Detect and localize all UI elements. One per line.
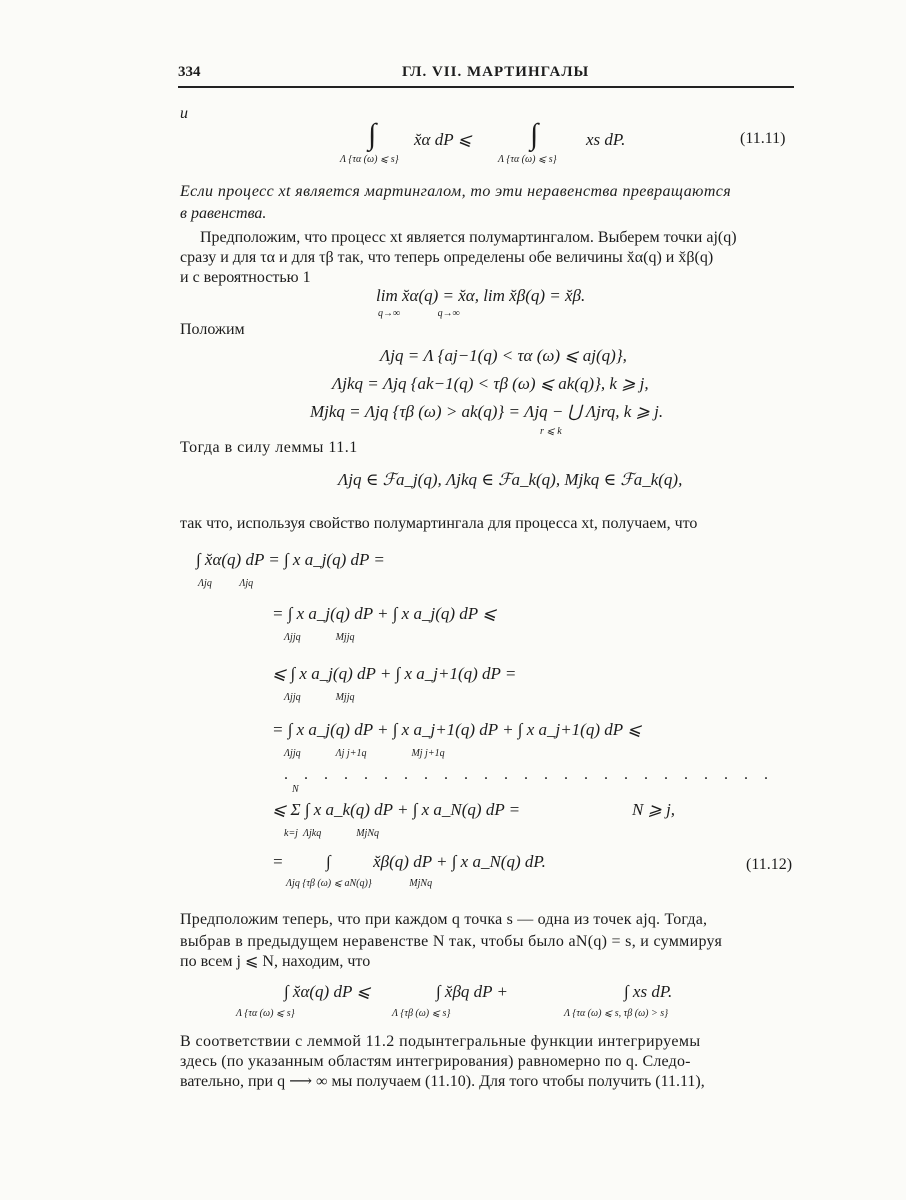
final-eq-part: ∫ x̆βq dP + — [436, 982, 508, 1001]
eq1111-lhs: x̆α dP ⩽ — [414, 130, 472, 149]
limit-formula: lim x̆α(q) = x̆α, lim x̆β(q) = x̆β. — [376, 286, 586, 305]
paragraph-line: вательно, при q ⟶ ∞ мы получаем (11.10). Для того чтобы получить (11.11), — [180, 1073, 705, 1090]
final-eq-domain: Λ {τα (ω) ⩽ s, τβ (ω) > s} — [564, 1008, 669, 1019]
chain-row-subscripts: k=j Λjkq MjNq — [284, 828, 379, 839]
chain-row-subscripts: Λjq {τβ (ω) ⩽ aN(q)} MjNq — [286, 878, 433, 889]
italic-statement-cont: в равенства. — [180, 205, 267, 222]
definition-m-jk: Mjkq = Λjq {τβ (ω) > ak(q)} = Λjq − ⋃ Λjrq, k ⩾ j. — [310, 402, 664, 421]
page-number: 334 — [178, 64, 201, 80]
running-title: ГЛ. VII. МАРТИНГАЛЫ — [402, 64, 590, 80]
chain-row-subscripts: Λjjq Mjjq — [284, 632, 355, 643]
chain-row-subscripts: Λjq Λjq — [198, 578, 254, 589]
equation-number: (11.11) — [740, 130, 786, 147]
equation-number: (11.12) — [746, 856, 793, 873]
paragraph-line: Предположим, что процесс xt является полумартингалом. Выберем точки aj(q) — [200, 229, 737, 246]
paragraph-line: В соответствии с леммой 11.2 подынтегральные функции интегрируемы — [180, 1033, 701, 1050]
limit-subscripts: q→∞ q→∞ — [378, 308, 460, 319]
chain-row: ⩽ ∫ x a_j(q) dP + ∫ x a_j+1(q) dP = — [272, 664, 517, 683]
paragraph-line: здесь (по указанным областям интегрирования) равномерно по q. Следо- — [180, 1053, 691, 1070]
chain-row-subscripts: Λjjq Λj j+1q Mj j+1q — [284, 748, 445, 759]
chain-row: = ∫ x̆β(q) dP + ∫ x a_N(q) dP. — [272, 852, 546, 871]
equation-11-11 — [340, 116, 760, 171]
italic-statement: Если процесс xt является мартингалом, то эти неравенства превращаются — [180, 183, 732, 200]
header-rule — [178, 86, 794, 88]
final-eq-part: ∫ x̆α(q) dP ⩽ — [284, 982, 371, 1001]
definition-lambda-j: Λjq = Λ {aj−1(q) < τα (ω) ⩽ aj(q)}, — [380, 346, 627, 365]
chain-row: = ∫ x a_j(q) dP + ∫ x a_j+1(q) dP + ∫ x a_j+1(q) dP ⩽ — [272, 720, 642, 739]
final-eq-domain: Λ {τα (ω) ⩽ s} — [236, 1008, 295, 1019]
eq1111-rhs: xs dP. — [586, 130, 626, 149]
paragraph-line: и с вероятностью 1 — [180, 269, 311, 286]
paragraph-line: по всем j ⩽ N, находим, что — [180, 953, 371, 970]
paragraph-line: так что, используя свойство полумартингала для процесса xt, получаем, что — [180, 515, 698, 532]
paragraph-line: выбрав в предыдущем неравенстве N так, чтобы было aN(q) = s, и суммируя — [180, 933, 723, 950]
membership-formula: Λjq ∈ ℱa_j(q), Λjkq ∈ ℱa_k(q), Mjkq ∈ ℱa_k(q), — [338, 470, 683, 489]
chain-row: ⩽ Σ ∫ x a_k(q) dP + ∫ x a_N(q) dP = — [272, 800, 521, 819]
final-eq-domain: Λ {τβ (ω) ⩽ s} — [392, 1008, 451, 1019]
continuation-dots: . . . . . . . . . . . . . . . . . . . . . . . . . — [284, 766, 774, 783]
lemma-reference: Тогда в силу леммы 11.1 — [180, 439, 358, 456]
union-subscript: r ⩽ k — [540, 426, 562, 437]
final-eq-part: ∫ xs dP. — [624, 982, 673, 1001]
polozhim-label: Положим — [180, 321, 245, 338]
chain-row: = ∫ x a_j(q) dP + ∫ x a_j(q) dP ⩽ — [272, 604, 497, 623]
paragraph-line: Предположим теперь, что при каждом q точка s — одна из точек ajq. Тогда, — [180, 911, 708, 928]
definition-lambda-jk: Λjkq = Λjq {ak−1(q) < τβ (ω) ⩽ ak(q)}, k ⩾ j, — [332, 374, 649, 393]
eq1111-lhs-domain: Λ {τα (ω) ⩽ s} — [340, 154, 399, 165]
integral-sign: ∫ — [368, 118, 377, 151]
sum-upper-limit: N — [292, 784, 299, 795]
condition: N ⩾ j, — [632, 800, 676, 819]
chain-row: ∫ x̆α(q) dP = ∫ x a_j(q) dP = — [196, 550, 385, 569]
integral-sign: ∫ — [530, 118, 539, 151]
eq1111-rhs-domain: Λ {τα (ω) ⩽ s} — [498, 154, 557, 165]
chain-row-subscripts: Λjjq Mjjq — [284, 692, 355, 703]
paragraph-line: сразу и для τα и для τβ так, что теперь определены обе величины x̆α(q) и x̆β(q) — [180, 249, 714, 266]
lead-word: и — [180, 105, 188, 122]
